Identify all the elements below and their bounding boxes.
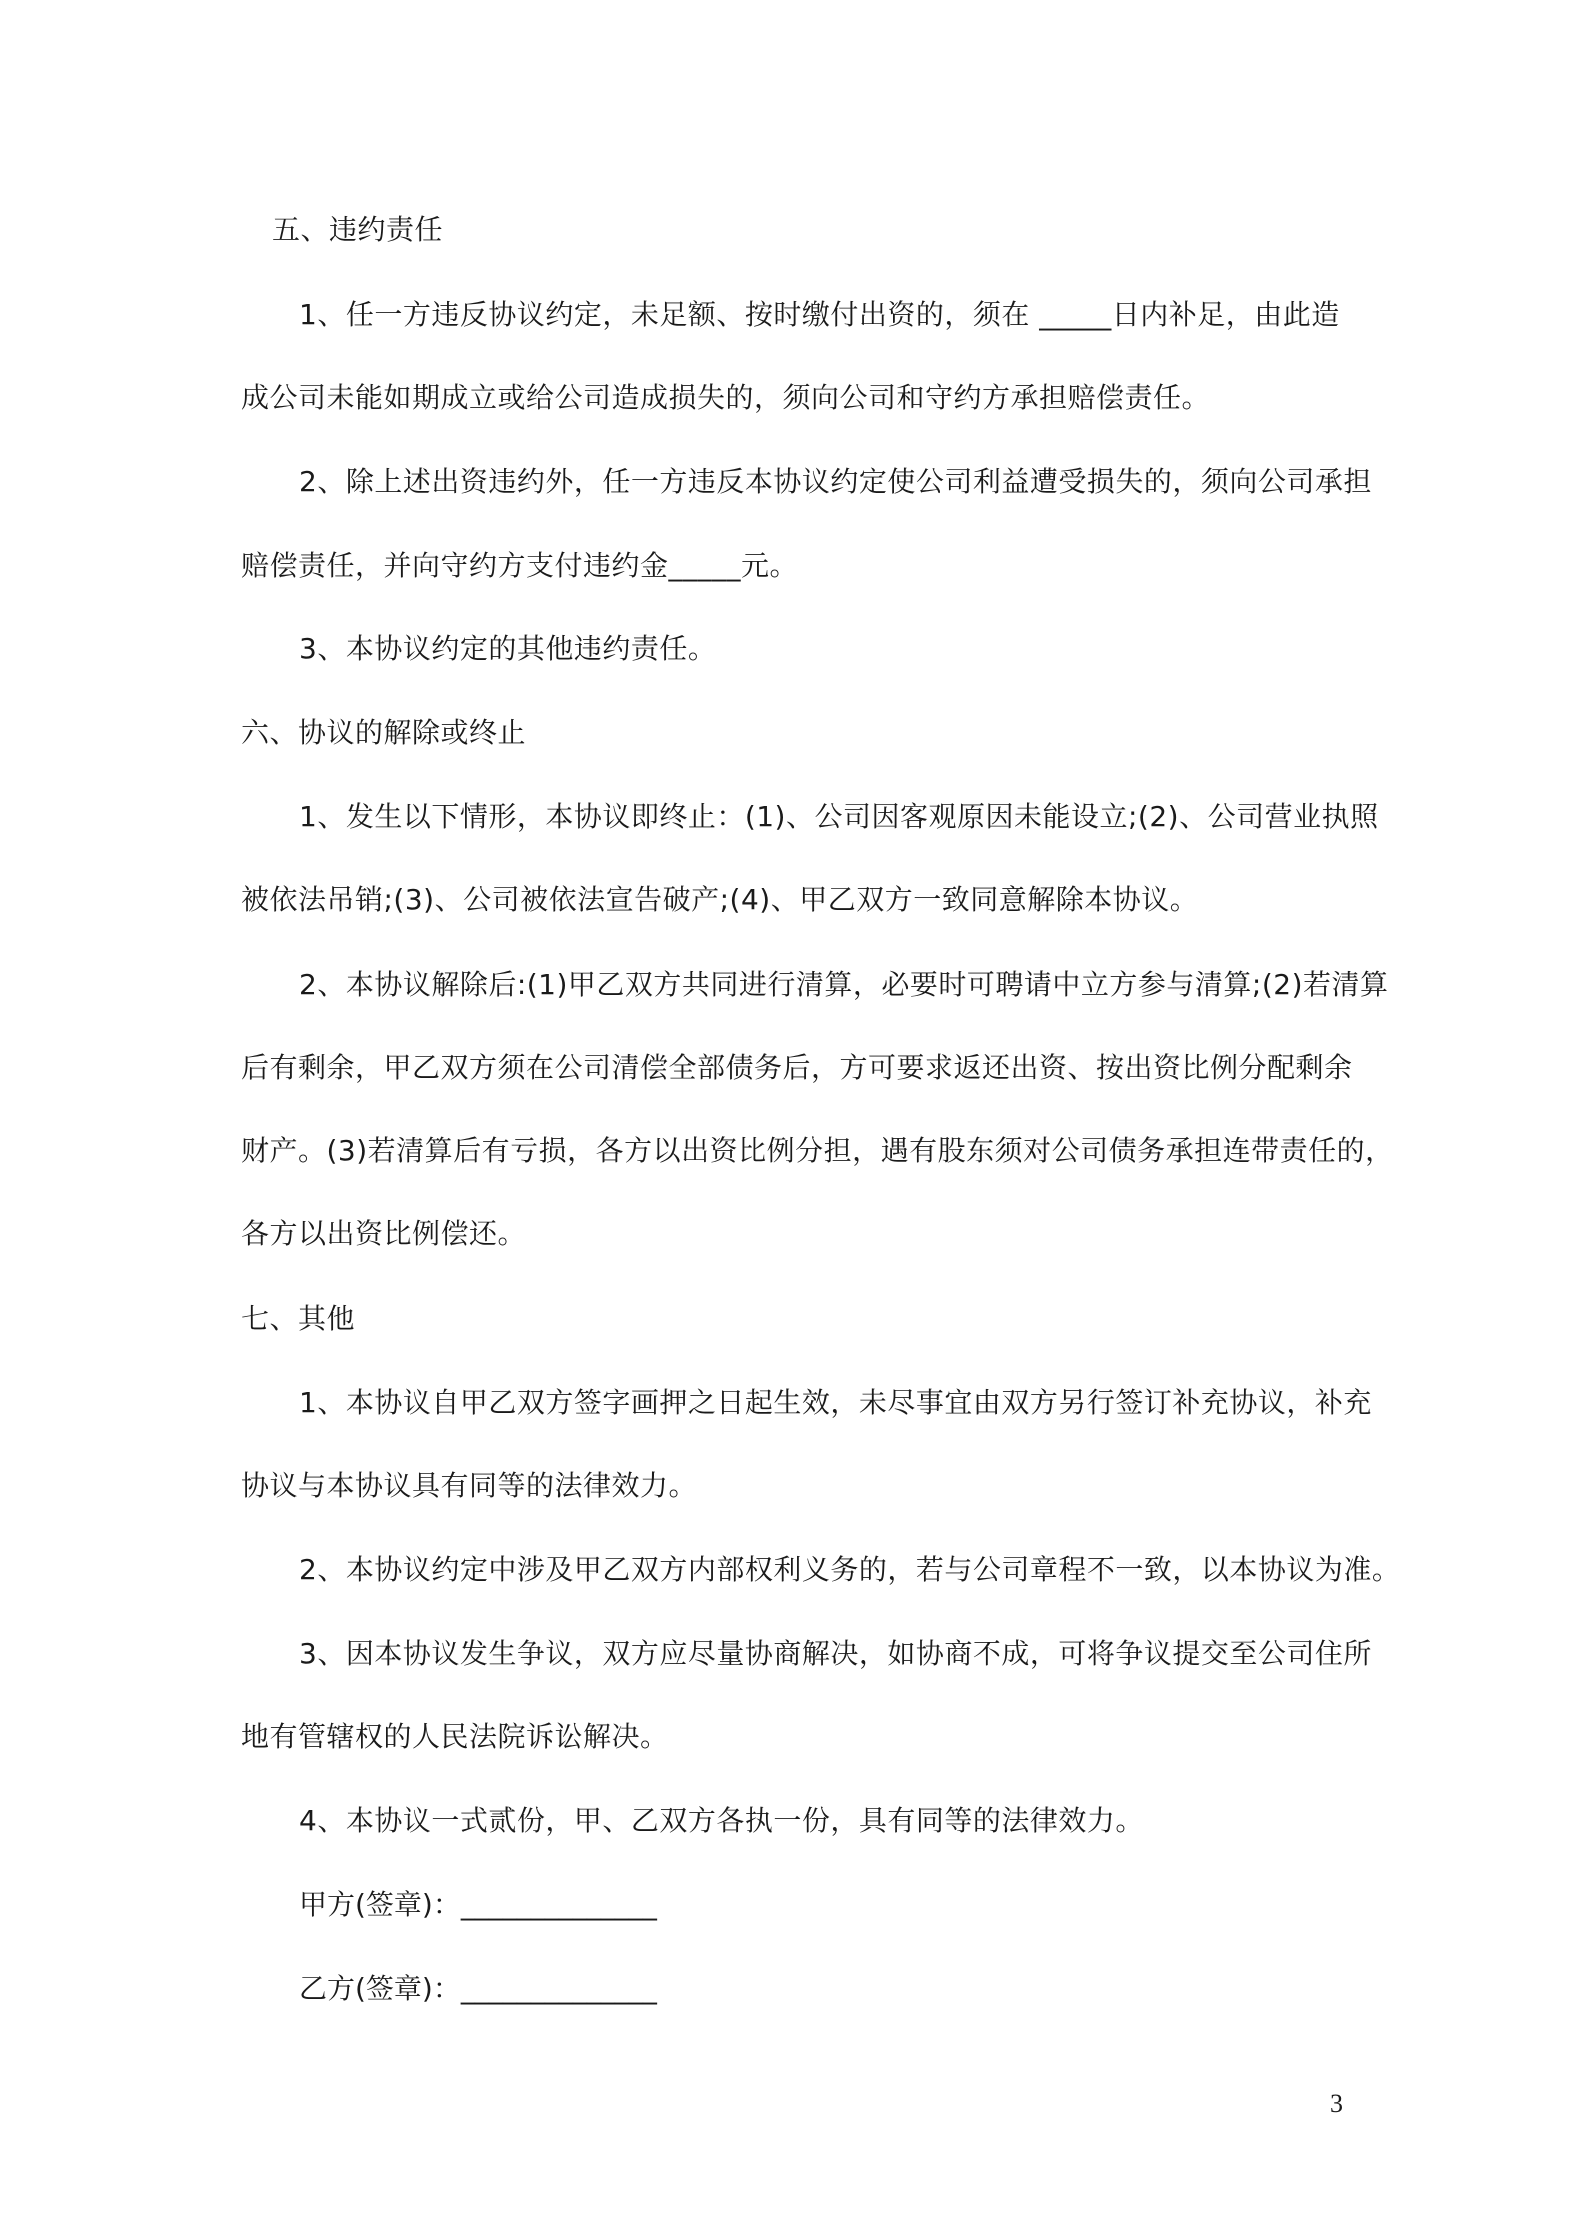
termination-item-2-line-3: 财产。(3)若清算后有亏损，各方以出资比例分担，遇有股东须对公司债务承担连带责任的， [241, 1134, 1394, 1167]
breach-item-2-line-2: 赔偿责任，并向守约方支付违约金_____元。 [241, 549, 799, 582]
breach-item-3: 3、本协议约定的其他违约责任。 [299, 632, 717, 665]
termination-item-2-line-2: 后有剩余，甲乙双方须在公司清偿全部债务后，方可要求返还出资、按出资比例分配剩余 [241, 1051, 1353, 1084]
section-heading-breach-liability: 五、违约责任 [272, 213, 444, 246]
termination-item-2-line-4: 各方以出资比例偿还。 [241, 1217, 527, 1250]
other-item-2: 2、本协议约定中涉及甲乙双方内部权利义务的，若与公司章程不一致，以本协议为准。 [299, 1553, 1401, 1586]
page-number: 3 [1330, 2089, 1343, 2118]
termination-item-1-line-2: 被依法吊销;(3)、公司被依法宣告破产;(4)、甲乙双方一致同意解除本协议。 [241, 883, 1199, 916]
other-item-3-line-1: 3、因本协议发生争议，双方应尽量协商解决，如协商不成，可将争议提交至公司住所 [299, 1637, 1372, 1670]
breach-item-1-line-1: 1、任一方违反协议约定，未足额、按时缴付出资的，须在 _____日内补足，由此造 [299, 298, 1340, 331]
breach-item-1-line-2: 成公司未能如期成立或给公司造成损失的，须向公司和守约方承担赔偿责任。 [241, 381, 1211, 414]
signature-party-a: 甲方(签章)：______________ [299, 1888, 657, 1921]
other-item-4: 4、本协议一式贰份，甲、乙双方各执一份，具有同等的法律效力。 [299, 1804, 1144, 1837]
section-heading-other: 七、其他 [241, 1302, 356, 1335]
section-heading-termination: 六、协议的解除或终止 [241, 716, 527, 749]
breach-item-2-line-1: 2、除上述出资违约外，任一方违反本协议约定使公司利益遭受损失的，须向公司承担 [299, 465, 1372, 498]
termination-item-2-line-1: 2、本协议解除后:(1)甲乙双方共同进行清算，必要时可聘请中立方参与清算;(2)若清算 [299, 968, 1389, 1001]
signature-party-b: 乙方(签章)：______________ [299, 1972, 657, 2005]
termination-item-1-line-1: 1、发生以下情形，本协议即终止：(1)、公司因客观原因未能设立;(2)、公司营业执照 [299, 800, 1379, 833]
other-item-1-line-1: 1、本协议自甲乙双方签字画押之日起生效，未尽事宜由双方另行签订补充协议，补充 [299, 1386, 1372, 1419]
other-item-1-line-2: 协议与本协议具有同等的法律效力。 [241, 1469, 698, 1502]
other-item-3-line-2: 地有管辖权的人民法院诉讼解决。 [241, 1720, 669, 1753]
